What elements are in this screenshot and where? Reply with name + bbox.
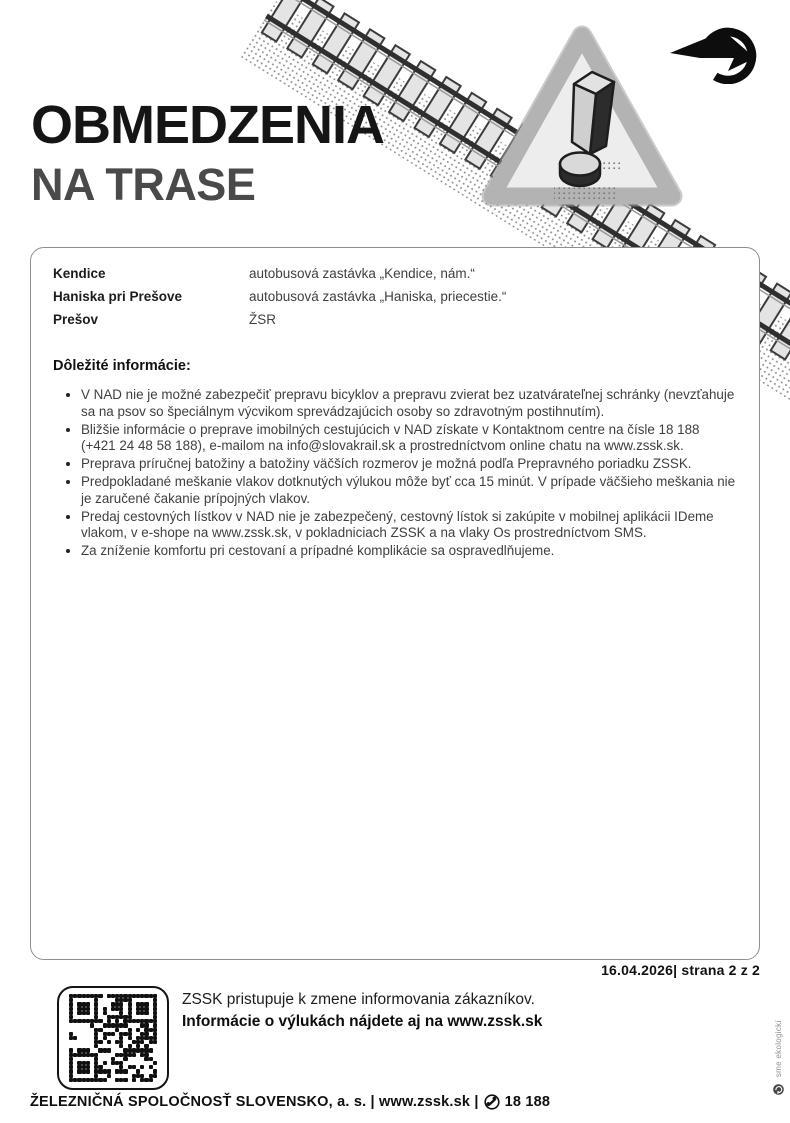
important-info-list — [53, 387, 737, 560]
page-title — [31, 95, 384, 210]
phone-icon — [484, 1094, 500, 1110]
station-replacement: autobusová zastávka „Haniska, priecestie.“ — [249, 289, 507, 304]
info-bullet: • V NAD nie je možné zabezpečiť prepravu bicyklov a prepravu zvierat bez uzatvárateľnej schránky (nevzťahuje sa na psov so špeciálnym výcvikom sprevádzajúcich osoby so zdravotným postihnutím). — [81, 387, 737, 421]
promo-block — [182, 989, 542, 1033]
title-line1: OBMEDZENIA — [31, 95, 384, 155]
info-bullet: • Preprava príručnej batožiny a batožiny väčších rozmerov je možná podľa Prepravného poriadku ZSSK. — [81, 456, 737, 473]
info-bullet: • Bližšie informácie o preprave imobilných cestujúcich v NAD získate v Kontaktnom centre na čísle 18 188 (+421 24 48 58 188), e-mailom na info@slovakrail.sk a prostredníctvom online chatu na www.zssk.sk. — [81, 422, 737, 456]
info-bullet: • Predpokladané meškanie vlakov dotknutých výlukou môže byť cca 15 minút. V prípade väčšieho meškania nie je zaručené čakanie prípojných vlakov. — [81, 474, 737, 508]
station-row — [53, 308, 737, 331]
footer-company-line: ŽELEZNIČNÁ SPOLOČNOSŤ SLOVENSKO, a. s. | www.zssk.sk | — [30, 1094, 479, 1110]
info-bullet: • Za zníženie komfortu pri cestovaní a prípadné komplikácie sa ospravedlňujeme. — [81, 543, 737, 560]
title-line2: NA TRASE — [31, 159, 256, 210]
date-page-label: 16.04.2026| strana 2 z 2 — [601, 962, 760, 978]
footer — [30, 1094, 550, 1110]
recycle-icon — [773, 1082, 784, 1100]
eco-label: sme ekologickí — [774, 1020, 783, 1078]
footer-phone-number: 18 188 — [504, 1094, 551, 1110]
station-row — [53, 262, 737, 285]
promo-line1: ZSSK pristupuje k zmene informovania zákazníkov. — [182, 991, 535, 1008]
qr-code — [69, 994, 157, 1082]
notice-box — [30, 247, 760, 960]
station-name: Haniska pri Prešove — [53, 289, 183, 304]
promo-line2: Informácie o výlukách nájdete aj na www.zssk.sk — [182, 1013, 543, 1030]
eco-note — [773, 1020, 784, 1100]
station-replacement: ŽSR — [249, 312, 276, 327]
zssk-logo-icon — [670, 20, 766, 89]
info-bullet: • Predaj cestovných lístkov v NAD nie je zabezpečený, cestovný lístok si zakúpite v mobilnej aplikácii IDeme vlakom, v e-shope na www.zssk.sk, v pokladniciach ZSSK a na vlaky Os prostredníctvom SMS. — [81, 509, 737, 543]
station-name: Prešov — [53, 312, 99, 327]
station-row — [53, 285, 737, 308]
important-info-heading: Dôležité informácie: — [53, 358, 191, 374]
station-table — [53, 262, 737, 331]
warning-triangle-icon — [478, 22, 686, 219]
station-name: Kendice — [53, 266, 106, 281]
station-replacement: autobusová zastávka „Kendice, nám.“ — [249, 266, 475, 281]
qr-frame — [57, 986, 169, 1090]
